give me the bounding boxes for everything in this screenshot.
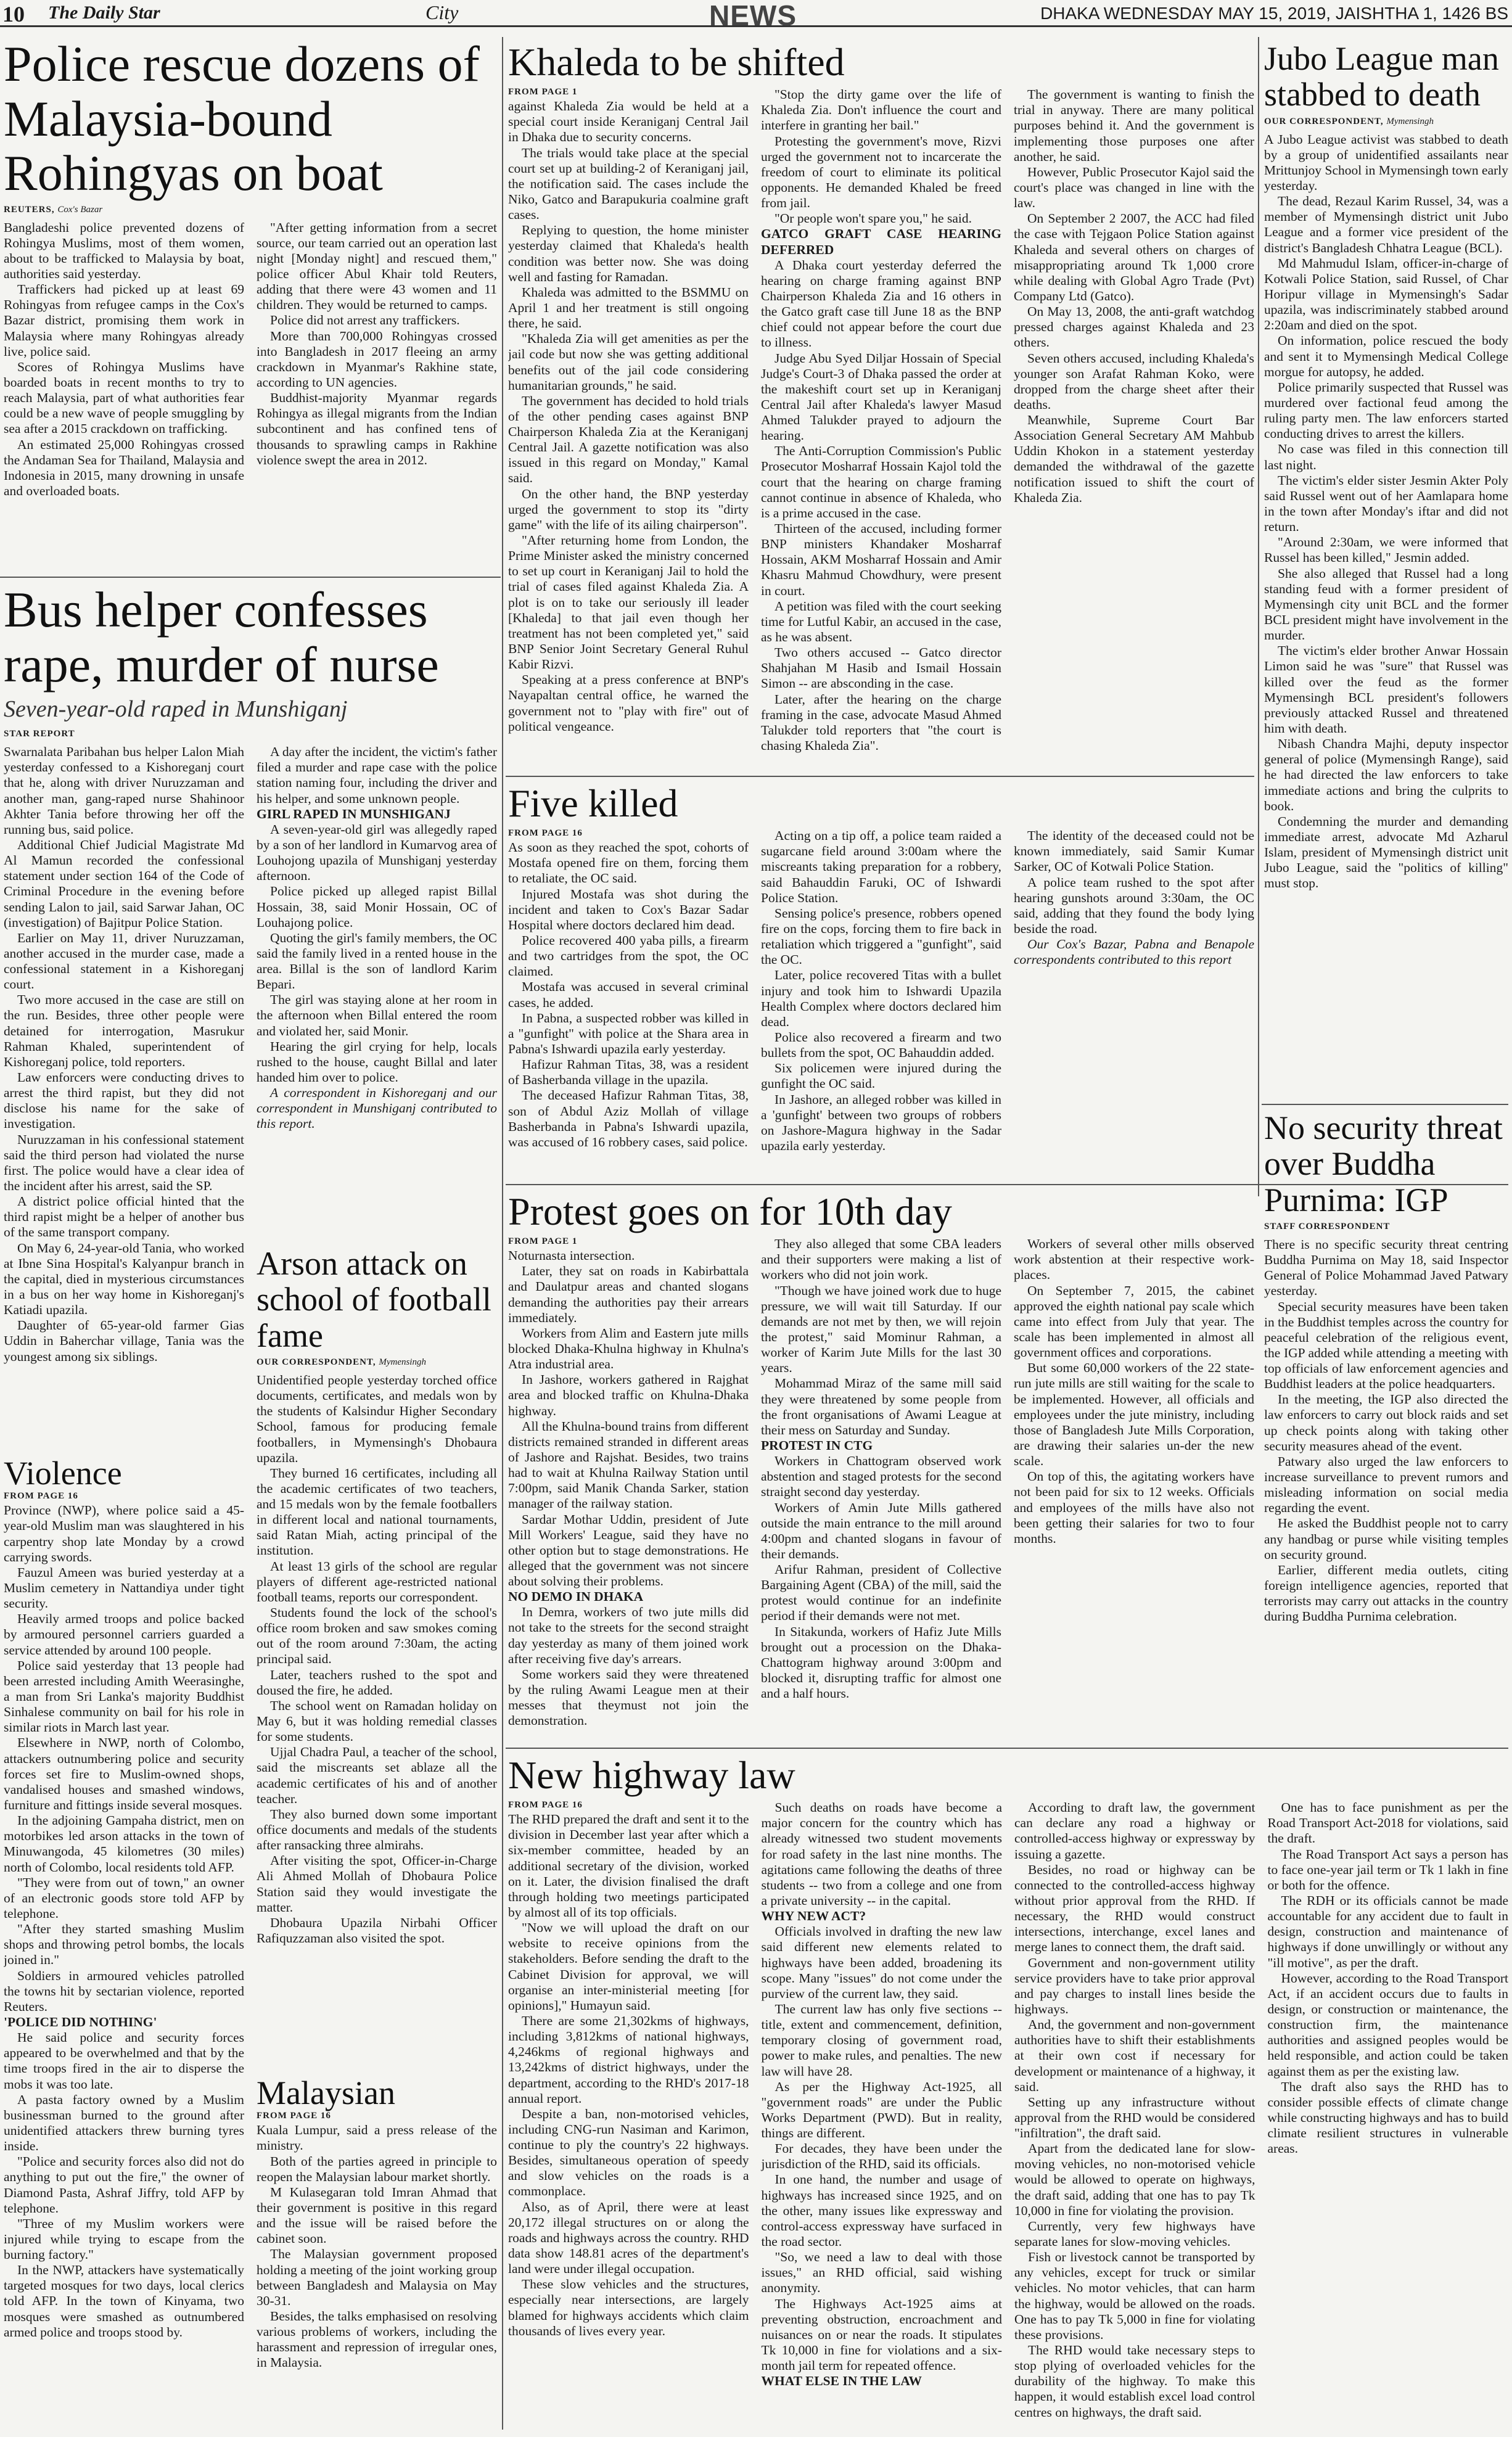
body-paragraph: The Highways Act-1925 aims at preventing obstruction, encroachment and nuisances on or near the roads. It stipulates Tk 10,000 in fine for violations and a six-month jail term for repeated offence. bbox=[761, 2296, 1002, 2373]
body-paragraph: "Or people won't spare you," he said. bbox=[774, 211, 972, 226]
body-paragraph: The dead, Rezaul Karim Russel, 34, was a member of Mymensingh district unit Jubo League and a former vice president of the district's Bangladesh Chhatra League (BCL). bbox=[1264, 194, 1508, 255]
dateline: DHAKA WEDNESDAY MAY 15, 2019, JAISHTHA 1, 1426 BS bbox=[1040, 4, 1508, 23]
body-paragraph: The identity of the deceased could not be known immediately, said Samir Kumar Sarker, OC of Kotwali Police Station. bbox=[1014, 828, 1254, 874]
body-paragraph: On top of this, the agitating workers have not been paid for six to 12 weeks. Officials and employees of the mills have also not been getting their salaries for two to four months. bbox=[1014, 1469, 1254, 1546]
body-paragraph: Hearing the girl crying for help, locals rushed to the house, caught Billal and later handed him over to police. bbox=[257, 1038, 497, 1085]
body-paragraph: Despite a ban, non-motorised vehicles, including CNG-run Nasiman and Karimon, continue to ply the country's 22 highways. Besides, simultaneous operation of speedy and slow vehicles on the roads is a commonplace. bbox=[508, 2106, 749, 2199]
body-paragraph: Swarnalata Paribahan bus helper Lalon Miah yesterday confessed to a Kishoreganj court that he, along with driver Nuruzzaman and another man, gang-raped nurse Shahinoor Akhter Tania before throwing her off the running bus, said police. bbox=[4, 744, 244, 837]
body-paragraph: Sardar Mothar Uddin, president of Jute Mill Workers' League, said they have no other option but to stage demonstrations. He alleged that the government was not sincere about solving their problems. bbox=[508, 1511, 749, 1589]
body-paragraph: against Khaleda Zia would be held at a special court inside Keraniganj Central Jail in Dhaka due to security concerns. bbox=[508, 99, 749, 145]
body-paragraph: Hafizur Rahman Titas, 38, was a resident of Basherbanda village in the upazila. bbox=[508, 1057, 749, 1088]
body-paragraph: There are some 21,302kms of highways, including 3,812kms of national highways, 4,246kms of regional highways and 13,242kms of district highways, under the department, according to the RHD's 2017-18 annual report. bbox=[508, 2013, 749, 2106]
body-paragraph: "Three of my Muslim workers were injured while trying to escape from the burning factory." bbox=[4, 2216, 244, 2262]
paper-name: The Daily Star bbox=[48, 2, 160, 23]
column-rule bbox=[1258, 37, 1259, 1196]
body-paragraph: No case was filed in this connection till last night. bbox=[1264, 442, 1508, 472]
body-paragraph: Police said yesterday that 13 people had been arrested including Amith Weerasinghe, a man from Sri Lanka's majority Buddhist Sinhalese community on bail for his role in similar riots in March last year. bbox=[4, 1658, 244, 1735]
body-paragraph: Condemning the murder and demanding immediate arrest, advocate Md Azharul Islam, president of Mymensingh district unit Jubo League, said the "politics of killing" must stop. bbox=[1264, 813, 1508, 891]
body-paragraph: The Road Transport Act says a person has to face one-year jail term or Tk 1 lakh in fine or both for the offence. bbox=[1267, 1846, 1508, 1892]
body-paragraph: A day after the incident, the victim's father filed a murder and rape case with the police station naming four, including the driver and his helper, and some unknown people. bbox=[257, 744, 497, 806]
body-paragraph: The RHD would take necessary steps to stop plying of overloaded vehicles for the durability of the highway. To make this happen, it would establish excel load control centres on highways, the draft said. bbox=[1014, 2343, 1255, 2420]
body-paragraph: "Police and security forces also did not do anything to put out the fire," the owner of Diamond Pasta, Ashraf Jiffry, told AFP by telephone. bbox=[4, 2154, 244, 2216]
body-paragraph: Mostafa was accused in several criminal cases, he added. bbox=[508, 979, 749, 1010]
body-paragraph: There is no specific security threat centring Buddha Purnima on May 18, said Inspector General of Police Mohammad Javed Patwary yesterday. bbox=[1264, 1236, 1508, 1299]
body-paragraph: He asked the Buddhist people not to carry any handbag or purse while visiting temples on security ground. bbox=[1264, 1516, 1508, 1562]
headline: Khaleda to be shifted bbox=[508, 41, 845, 84]
body-paragraph: Kuala Lumpur, said a press release of the ministry. bbox=[257, 2123, 497, 2153]
body-paragraph: Besides, the talks emphasised on resolving various problems of workers, including the harassment and repression of irregular ones, in Malaysia. bbox=[257, 2309, 497, 2370]
story-protest bbox=[508, 1190, 1254, 1745]
body-paragraph: "After they started smashing Muslim shops and throwing petrol bombs, the locals joined in." bbox=[4, 1921, 244, 1968]
body-paragraph: Students found the lock of the school's office room broken and saw smokes coming out of the room around 7:30am, the acting principal said. bbox=[257, 1605, 497, 1667]
body-paragraph: Some workers said they were threatened by the ruling Awami League men at their messes that theymust not join the demonstration. bbox=[508, 1666, 749, 1728]
body-paragraph: Nuruzzaman in his confessional statement said the third person had violated the nurse first. The police would have a clear idea of the incident after his arrest, said the SP. bbox=[4, 1132, 244, 1194]
body-paragraph: They also burned down some important office documents and medals of the students after ransacking three almirahs. bbox=[257, 1806, 497, 1853]
credit-line: Our Cox's Bazar, Pabna and Benapole correspondents contributed to this report bbox=[1014, 937, 1254, 968]
byline: STAR REPORT bbox=[4, 729, 75, 739]
body-paragraph: The girl was staying alone at her room in the afternoon when Billal entered the room and violated her, said Monir. bbox=[257, 992, 497, 1038]
jump-line: FROM PAGE 16 bbox=[508, 828, 583, 839]
body-paragraph: Injured Mostafa was shot during the incident and taken to Cox's Bazar Sadar Hospital where doctors declared him dead. bbox=[508, 886, 749, 932]
story-body bbox=[508, 1800, 1508, 2420]
body-paragraph: The current law has only five sections -- title, extent and commencement, definition, temporary closing of government road, power to make rules, and penalties. The new law will have 28. bbox=[761, 2001, 1002, 2079]
body-paragraph: One has to face punishment as per the Road Transport Act-2018 for violations, said the draft. bbox=[1267, 1800, 1508, 1846]
body-paragraph: Law enforcers were conducting drives to arrest the third rapist, but they did not disclose his name for the sake of investigation. bbox=[4, 1070, 244, 1132]
page-number: 10 bbox=[2, 2, 25, 27]
byline: REUTERS, Cox's Bazar bbox=[4, 204, 103, 215]
body-paragraph: For decades, they have been under the jurisdiction of the RHD, said its officials. bbox=[761, 2141, 1002, 2172]
body-paragraph: Later, police recovered Titas with a bullet injury and took him to Ishwardi Upazila Health Complex where doctors declared him dead. bbox=[761, 968, 1001, 1029]
headline: Police rescue dozens of Malaysia-bound Rohingyas on boat bbox=[4, 37, 480, 202]
body-paragraph: In the meeting, the IGP also directed the law enforcers to carry out block raids and set up check points along with taking other security measures ahead of the event. bbox=[1264, 1392, 1508, 1453]
story-highway bbox=[508, 1754, 1508, 2432]
body-paragraph: Also, as of April, there were at least 20,172 illegal structures on or along the roads and highways across the country. RHD data show 148.81 acres of the department's land were under illegal occupation. bbox=[508, 2199, 749, 2277]
section-subhead: WHY NEW ACT? bbox=[761, 1909, 866, 1924]
body-paragraph: On September 2 2007, the ACC had filed the case with Tejgaon Police Station against Khaleda and several others on charges of misappropriating around Tk 1,000 crore while dealing with Global Agro Trade (Pvt) Company Ltd (Gatco). bbox=[1014, 211, 1254, 303]
body-paragraph: Acting on a tip off, a police team raided a sugarcane field around 3:00am where the miscreants taking preparation for a robbery, said Bahauddin Faruki, OC of Ishwardi Police Station. bbox=[761, 828, 1001, 905]
body-paragraph: Currently, very few highways have separate lanes for slow-moving vehicles. bbox=[1014, 2218, 1255, 2250]
story-body bbox=[4, 220, 497, 499]
story-divider bbox=[0, 577, 501, 578]
body-paragraph: Unidentified people yesterday torched office documents, certificates, and medals won by the students of Kalsindur Higher Secondary School, famous for producing female footballers, in Mymensingh's Dhobaura upazila. bbox=[257, 1372, 497, 1465]
body-paragraph: "So, we need a law to deal with those issues," an RHD official, said wishing anonymity. bbox=[761, 2250, 1002, 2296]
body-paragraph: Patwary also urged the law enforcers to increase surveillance to prevent rumors and misleading information on social media regarding the event. bbox=[1264, 1453, 1508, 1516]
body-paragraph: Earlier on May 11, driver Nuruzzaman, another accused in the murder case, made a confessional statement in a Kishoreganj court. bbox=[4, 930, 244, 992]
jump-line: FROM PAGE 1 bbox=[508, 1236, 578, 1247]
body-paragraph: A seven-year-old girl was allegedly raped by a son of her landlord in Kumarvog area of Louhojong upazila of Munshiganj yesterday afternoon. bbox=[257, 821, 497, 884]
body-paragraph: Government and non-government utility service providers have to take prior approval and pay charges to install lines beside the highways. bbox=[1014, 1955, 1255, 2016]
body-paragraph: She also alleged that Russel had a long standing feud with a former president of Mymensingh city unit BCL and the former BCL president might have involvement in the murder. bbox=[1264, 565, 1508, 643]
body-paragraph: "Stop the dirty game over the life of Khaleda Zia. Don't influence the court and interfere in granting her bail." bbox=[761, 87, 1001, 133]
body-paragraph: Scores of Rohingya Muslims have boarded boats in recent months to try to reach Malaysia, part of what authorities fear could be a new wave of people smuggling by sea after a 2015 crackdown on trafficking. bbox=[4, 359, 244, 437]
story-body bbox=[1264, 1237, 1508, 1625]
body-paragraph: Six policemen were injured during the gunfight the OC said. bbox=[761, 1061, 1001, 1091]
section-subhead: GATCO GRAFT CASE HEARING DEFERRED bbox=[761, 226, 1001, 257]
section-news: NEWS bbox=[709, 0, 797, 31]
body-paragraph: Quoting the girl's family members, the OC said the family lived in a rented house in the area. Billal is the son of landlord Karim Bepari. bbox=[257, 930, 497, 992]
body-paragraph: A Dhaka court yesterday deferred the hearing on charge framing against BNP Chairperson Khaleda Zia and 16 others in the Gatco graft case till June 18 as the BNP chief could not appear before the court due to illness. bbox=[761, 257, 1001, 350]
body-paragraph: Thirteen of the accused, including former BNP ministers Khandaker Mosharraf Hossain, AKM Mosharraf Hossain and Amir Khasru Mahmud Chowdhury, were present in court. bbox=[761, 521, 1001, 598]
body-paragraph: A police team rushed to the spot after hearing gunshots around 3:30am, the OC said, adding that they found the body lying beside the road. bbox=[1014, 874, 1254, 936]
column-rule bbox=[502, 37, 503, 2430]
story-khaleda bbox=[508, 41, 1254, 773]
headline: Jubo League man stabbed to death bbox=[1264, 41, 1499, 113]
body-paragraph: The victim's elder brother Anwar Hossain Limon said he was "sure" that Russel was killed over the feud as the former Mymensingh BCL president's followers previously attacked Russel and threatened him with death. bbox=[1264, 643, 1508, 736]
body-paragraph: The draft also says the RHD has to consider possible effects of climate change while constructing highways and has to build climate resilient structures in vulnerable areas. bbox=[1267, 2079, 1508, 2156]
headline: Violence bbox=[4, 1455, 122, 1492]
body-paragraph: The Malaysian government proposed holding a meeting of the joint working group between Bangladesh and Malaysia on May 30-31. bbox=[257, 2246, 497, 2308]
body-paragraph: The victim's elder sister Jesmin Akter Poly said Russel went out of her Aamlapara home in the town after Monday's iftar and did not return. bbox=[1264, 472, 1508, 535]
body-paragraph: Police recovered 400 yaba pills, a firearm and two cartridges from the spot, the OC claimed. bbox=[508, 932, 749, 979]
story-divider bbox=[1262, 1104, 1508, 1105]
body-paragraph: In Demra, workers of two jute mills did not take to the streets for the second straight day yesterday as many of them joined work after receiving five day's arrears. bbox=[508, 1605, 749, 1666]
body-paragraph: Protesting the government's move, Rizvi urged the government not to incarcerate the freedom of court to eliminate its political opponents. He demanded Khaled be freed from jail. bbox=[761, 133, 1001, 211]
story-body bbox=[508, 1236, 1254, 1728]
body-paragraph: "Now we will upload the draft on our website to receive opinions from the stakeholders. Before sending the draft to the Cabinet Division for approval, we will organise an inter-ministerial meeting [for opinions]," Humayun said. bbox=[508, 1920, 749, 2013]
body-paragraph: Besides, no road or highway can be connected to the controlled-access highway without prior approval from the RHD. If necessary, the RHD would construct intersections, interchange, excel lanes and merge lanes to connect them, the draft said. bbox=[1014, 1862, 1255, 1955]
body-paragraph: Province (NWP), where police said a 45-year-old Muslim man was slaughtered in his carpentry shop late Monday by a crowd carrying swords. bbox=[4, 1503, 244, 1564]
body-paragraph: Workers in Chattogram observed work abstention and staged protests for the second straight second day yesterday. bbox=[761, 1453, 1001, 1500]
body-paragraph: Bangladeshi police prevented dozens of Rohingya Muslims, most of them women, about to be trafficked to Malaysia by boat, authorities said yesterday. bbox=[4, 220, 244, 282]
body-paragraph: However, according to the Road Transport Act, if an accident occurs due to faults in design, or construction or maintenance, the construction firm, the maintenance authorities and assigned peoples would be held responsible, and action could be taken against them as per the existing law. bbox=[1267, 1970, 1508, 2079]
body-paragraph: And, the government and non-government authorities have to shift their establishments at their own cost if necessary for development or maintenance of a highway, it said. bbox=[1014, 2017, 1255, 2094]
body-paragraph: Dhobaura Upazila Nirbahi Officer Rafiquzzaman also visited the spot. bbox=[257, 1915, 497, 1946]
story-body bbox=[1264, 132, 1508, 892]
body-paragraph: "Khaleda Zia will get amenities as per the jail code but now she was getting additional benefits out of the jail code considering humanitarian grounds," he said. bbox=[508, 331, 749, 393]
body-paragraph: A district police official hinted that the third rapist might be a helper of another bus of the same transport company. bbox=[4, 1194, 244, 1240]
body-paragraph: The RHD prepared the draft and sent it to the division in December last year after which a six-member committee, headed by an additional secretary of the division, worked on it. Later, the division finalised the draft through holding two meetings participated by almost all of its top officials. bbox=[508, 1812, 749, 1920]
body-paragraph: The government has decided to hold trials of the other pending cases against BNP Chairperson Khaleda Zia at the Keraniganj Central Jail. A gazette notification was also issued in this regard on Monday," Kamal said. bbox=[508, 393, 749, 486]
headline: Malaysian bbox=[257, 2075, 395, 2111]
body-paragraph: The RDH or its officials cannot be made accountable for any accident due to fault in design, construction and maintenance of highways if done unwillingly or without any "ill motive", as per the draft. bbox=[1267, 1892, 1508, 1970]
body-paragraph: Two others accused -- Gatco director Shahjahan M Hasib and Ismail Hossain Simon -- are absconding in the case. bbox=[761, 645, 1001, 691]
story-body bbox=[508, 828, 1254, 1154]
jump-line: FROM PAGE 16 bbox=[508, 1800, 583, 1810]
story-body bbox=[257, 2123, 497, 2370]
body-paragraph: Soldiers in armoured vehicles patrolled the towns hit by sectarian violence, reported Reuters. bbox=[4, 1968, 244, 2014]
jump-line: FROM PAGE 16 bbox=[257, 2111, 331, 2121]
body-paragraph: They also alleged that some CBA leaders and their supporters were making a list of workers who did not join work. bbox=[761, 1236, 1001, 1283]
story-five-killed bbox=[508, 782, 1254, 1182]
body-paragraph: Officials involved in drafting the new law said different new elements related to highways have been added, broadening its scope. Many "issues" do not come under the purview of the current law, they said. bbox=[761, 1924, 1002, 2001]
body-paragraph: As per the Highway Act-1925, all "government roads" are under the Public Works Department (PWD). But in reality, things are different. bbox=[761, 2079, 1002, 2141]
story-body bbox=[508, 87, 1254, 754]
body-paragraph: Later, teachers rushed to the spot and doused the fire, he added. bbox=[257, 1667, 497, 1698]
section-subhead: NO DEMO IN DHAKA bbox=[508, 1589, 644, 1605]
body-paragraph: On information, police rescued the body and sent it to Mymensingh Medical College morgue for autopsy, he added. bbox=[1264, 333, 1508, 379]
headline: Five killed bbox=[508, 782, 678, 825]
body-paragraph: Judge Abu Syed Diljar Hossain of Special Judge's Court-3 of Dhaka passed the order at the makeshift court set up in Keraniganj Central Jail after Khaleda's lawyer Masud Ahmed Talukder prayed to adjourn the hearing. bbox=[761, 350, 1001, 443]
body-paragraph: "They were from out of town," an owner of an electronic goods store told AFP by telephone. bbox=[4, 1875, 244, 1921]
body-paragraph: The trials would take place at the special court set up at building-2 of Keraniganj jail, the notification said. The cases include the Niko, Gatco and Barapukuria coalmine graft cases. bbox=[508, 145, 749, 223]
body-paragraph: Ujjal Chadra Paul, a teacher of the school, said the miscreants set ablaze all the academic certificates of his and of another teacher. bbox=[257, 1745, 497, 1806]
subheadline: Seven-year-old raped in Munshiganj bbox=[4, 696, 348, 723]
body-paragraph: In Pabna, a suspected robber was killed in a "gunfight" with police at the Shara area in Pabna's Ishwardi upazila early yesterday. bbox=[508, 1010, 749, 1056]
masthead bbox=[0, 0, 1512, 31]
body-paragraph: In Jashore, an alleged robber was killed in a 'gunfight' between two groups of robbers on Jashore-Magura highway in the Sadar upazila early yesterday. bbox=[761, 1091, 1001, 1153]
body-paragraph: Such deaths on roads have become a major concern for the country which has already witnessed two student movements for road safety in the last nine months. The agitations came following the deaths of three students -- two from a college and one from a private university -- in the capital. bbox=[761, 1800, 1002, 1908]
body-paragraph: Both of the parties agreed in principle to reopen the Malaysian labour market shortly. bbox=[257, 2153, 497, 2184]
body-paragraph: Special security measures have been taken in the Buddhist temples across the country for peaceful celebration of the religious event, the IGP added while attending a meeting with top officials of law enforcement agencies and Buddhist leaders at the police headquarters. bbox=[1264, 1299, 1508, 1392]
section-subhead: WHAT ELSE IN THE LAW bbox=[761, 2373, 922, 2389]
body-paragraph: Noturnasta intersection. bbox=[508, 1248, 635, 1264]
body-paragraph: Two more accused in the case are still on the run. Besides, three other people were detained for interrogation, Masrukur Rahman Khaled, superintendent of Kishoreganj police, told reporters. bbox=[4, 992, 244, 1069]
body-paragraph: The school went on Ramadan holiday on May 6, but it was holding remedial classes for some students. bbox=[257, 1698, 497, 1745]
body-paragraph: "Though we have joined work due to huge pressure, we will wait till Saturday. If our demands are not met by then, we will rejoin the protest," said Mominur Rahman, a worker of Karim Jute Mills for the last 30 years. bbox=[761, 1283, 1001, 1376]
body-paragraph: After visiting the spot, Officer-in-Charge Ali Ahmed Mollah of Dhobaura Police Station said they would investigate the matter. bbox=[257, 1853, 497, 1915]
body-paragraph: However, Public Prosecutor Kajol said the court's place was changed in line with the law. bbox=[1014, 164, 1254, 211]
story-malaysia-rohingyas bbox=[4, 37, 497, 573]
body-paragraph: Fauzul Ameen was buried yesterday at a Muslim cemetery in Nattandiya under tight security. bbox=[4, 1564, 244, 1611]
byline: OUR CORRESPONDENT, Mymensingh bbox=[1264, 116, 1434, 126]
jump-line: FROM PAGE 16 bbox=[4, 1491, 78, 1502]
jump-line: FROM PAGE 1 bbox=[508, 87, 578, 97]
body-paragraph: These slow vehicles and the structures, especially near intersections, are largely blamed for highways accidents which claim thousands of lives every year. bbox=[508, 2277, 749, 2338]
headline: New highway law bbox=[508, 1754, 795, 1797]
body-paragraph: Daughter of 65-year-old farmer Gias Uddin in Baherchar village, Tania was the youngest among six siblings. bbox=[4, 1318, 244, 1364]
byline: STAFF CORRESPONDENT bbox=[1264, 1221, 1391, 1231]
section-subhead: PROTEST IN CTG bbox=[761, 1437, 873, 1453]
body-paragraph: A petition was filed with the court seeking time for Lutful Kabir, an accused in the case, as he was absent. bbox=[761, 598, 1001, 645]
section-city: City bbox=[425, 1, 459, 23]
section-subhead: GIRL RAPED IN MUNSHIGANJ bbox=[257, 806, 451, 821]
story-buddha bbox=[1264, 1110, 1508, 1739]
body-paragraph: Police picked up alleged rapist Billal Hossain, 38, said Monir Hossain, OC of Louhajong police. bbox=[257, 884, 497, 930]
body-paragraph: Sensing police's presence, robbers opened fire on the cops, forcing them to fire back in retaliation which triggered a "gunfight", said the OC. bbox=[761, 905, 1001, 968]
body-paragraph: "After returning home from London, the Prime Minister asked the ministry concerned to set up court in Keraniganj Jail to hold the trial of cases filed against Khaleda Zia. A plot is on to take our seriously ill leader [Khaleda] to that jail even though her treatment has not been completed yet," said BNP Senior Joint Secretary General Ruhul Kabir Rizvi. bbox=[508, 533, 749, 672]
body-paragraph: The Anti-Corruption Commission's Public Prosecutor Mosharraf Hossain Kajol told the court that the hearing on charge framing cannot continue in absence of Khaleda, who is a prime accused in the case. bbox=[761, 443, 1001, 520]
body-paragraph: In Jashore, workers gathered in Rajghat area and blocked traffic on Khulna-Dhaka highway. bbox=[508, 1372, 749, 1418]
body-paragraph: Heavily armed troops and police backed by armoured personnel carriers guarded a service attended by around 100 people. bbox=[4, 1611, 244, 1658]
body-paragraph: Meanwhile, Supreme Court Bar Association General Secretary AM Mahbub Uddin Khokon in a statement yesterday demanded the withdrawal of the gazette notification issued to shift the court of Khaleda Zia. bbox=[1014, 413, 1254, 505]
headline: No security threat over Buddha Purnima: IGP bbox=[1264, 1110, 1503, 1218]
body-paragraph: Fish or livestock cannot be transported by any vehicles, except for truck or similar vehicles. No motor vehicles, that can harm the highway, would be allowed on the roads. One has to pay Tk 5,000 in fine for violating these provisions. bbox=[1014, 2250, 1255, 2342]
body-paragraph: On May 6, 24-year-old Tania, who worked at Ibne Sina Hospital's Kalyanpur branch in the capital, died in mysterious circumstances in a bus on her way home in Kishoreganj's Katiadi upazila. bbox=[4, 1240, 244, 1318]
body-paragraph: All the Khulna-bound trains from different districts remained stranded in different areas of Jashore and Rajshat. Besides, two trains had to wait at Khulna Railway Station until 7:00pm, said Manik Chanda Sarker, station manager of the railway station. bbox=[508, 1418, 749, 1511]
body-paragraph: Police primarily suspected that Russel was murdered over factional feud among the ruling party men. The law enforcers started conducting drives to arrest the killers. bbox=[1264, 379, 1508, 442]
body-paragraph: A Jubo League activist was stabbed to death by a group of unidentified assailants near Mrittunjoy School in Mymensingh town early yesterday. bbox=[1264, 131, 1508, 194]
byline: OUR CORRESPONDENT, Mymensingh bbox=[257, 1357, 426, 1367]
body-paragraph: Additional Chief Judicial Magistrate Md Al Mamun recorded the confessional statement under section 164 of the Code of Criminal Procedure in the evening before sending Lalon to jail, said Sarwar Jahan, OC (investigation) of Bajitpur Police Station. bbox=[4, 837, 244, 930]
body-paragraph: As soon as they reached the spot, cohorts of Mostafa opened fire on them, forcing them to retaliate, the OC said. bbox=[508, 840, 749, 886]
headline: Protest goes on for 10th day bbox=[508, 1190, 952, 1233]
story-body bbox=[257, 1373, 497, 1946]
body-paragraph: Seven others accused, including Khaleda's younger son Arafat Rahman Koko, were dropped from the charge sheet after their deaths. bbox=[1014, 350, 1254, 412]
body-paragraph: Replying to question, the home minister yesterday claimed that Khaleda's health condition was better now. She was doing well and fasting for Ramadan. bbox=[508, 223, 749, 284]
body-paragraph: In the NWP, attackers have systematically targeted mosques for two days, local clerics told AFP. In the town of Kinyama, two mosques were smashed as outnumbered armed police and troops stood by. bbox=[4, 2262, 244, 2340]
body-paragraph: More than 700,000 Rohingyas crossed into Bangladesh in 2017 fleeing an army crackdown in Myanmar's Rakhine state, according to UN agencies. bbox=[257, 328, 497, 390]
body-paragraph: Arifur Rahman, president of Collective Bargaining Agent (CBA) of the mill, said the protest would continue for an indefinite period if their demands were not met. bbox=[761, 1562, 1001, 1624]
section-subhead: 'POLICE DID NOTHING' bbox=[4, 2014, 157, 2029]
body-paragraph: The government is wanting to finish the trial in anyway. There are many political purposes behind it. And the government is implementing those purposes one after another, he said. bbox=[1014, 87, 1254, 164]
story-divider bbox=[506, 1748, 1508, 1749]
body-paragraph: Khaleda was admitted to the BSMMU on April 1 and her treatment is still ongoing there, he said. bbox=[508, 284, 749, 331]
body-paragraph: He said police and security forces appeared to be overwhelmed and that by the time troops fired in the air to disperse the mobs it was too late. bbox=[4, 2030, 244, 2092]
body-paragraph: Workers of several other mills observed work abstention at their respective work-places. bbox=[1014, 1236, 1254, 1283]
body-paragraph: On the other hand, the BNP yesterday urged the government to stop its "dirty game" with the life of its ailing chairperson". bbox=[508, 486, 749, 532]
body-paragraph: The deceased Hafizur Rahman Titas, 38, son of Abdul Aziz Mollah of village Basherbanda in Pabna's Ishwardi upazila, was accused of 16 robbery cases, said police. bbox=[508, 1088, 749, 1149]
story-jubo bbox=[1264, 41, 1508, 1101]
story-body bbox=[4, 1503, 244, 2340]
story-divider bbox=[506, 776, 1254, 777]
story-violence bbox=[4, 1455, 244, 2433]
body-paragraph: On May 13, 2008, the anti-graft watchdog pressed charges against Khaleda and 23 others. bbox=[1014, 304, 1254, 350]
body-paragraph: In one hand, the number and usage of highways has increased since 1925, and on the other, many issues like expressway and control-access expressway have surfaced in the road sector. bbox=[761, 2172, 1002, 2250]
body-paragraph: An estimated 25,000 Rohingyas crossed the Andaman Sea for Thailand, Malaysia and Indonesia in 2015, many drowning in unsafe and overloaded boats. bbox=[4, 437, 244, 499]
body-paragraph: At least 13 girls of the school are regular players of different age-restricted national football teams, reports our correspondent. bbox=[257, 1558, 497, 1605]
story-malaysian bbox=[257, 2075, 497, 2433]
body-paragraph: Buddhist-majority Myanmar regards Rohingya as illegal migrants from the Indian subcontinent and has confined tens of thousands to sprawling camps in Rakhine violence swept the area in 2012. bbox=[257, 390, 497, 467]
body-paragraph: "Around 2:30am, we were informed that Russel has been killed," Jesmin added. bbox=[1264, 535, 1508, 565]
body-paragraph: Later, they sat on roads in Kabirbattala and Daulatpur areas and chanted slogans demanding the authorities pay their arrears immediately. bbox=[508, 1264, 749, 1325]
body-paragraph: Mohammad Miraz of the same mill said they were threatened by some people from the front organisations of Awami League at their mess on Saturday and Sunday. bbox=[761, 1376, 1001, 1437]
story-arson bbox=[257, 1246, 497, 2084]
body-paragraph: Nibash Chandra Majhi, deputy inspector general of police (Mymensingh Range), said he had directed the law enforcers to take immediate actions and bring the culprits to book. bbox=[1264, 736, 1508, 813]
body-paragraph: Elsewhere in NWP, north of Colombo, attackers outnumbering police and security forces set fire to Muslim-owned shops, vandalised houses and smashed windows, furniture and fittings inside several mosques. bbox=[4, 1735, 244, 1812]
body-paragraph: Md Mahmudul Islam, officer-in-charge of Kotwali Police Station, said Russel, of Char Horipur village in Mymensingh's Sadar upazila, was indiscriminately stabbed around 2:20am and died on the spot. bbox=[1264, 255, 1508, 333]
body-paragraph: Workers of Amin Jute Mills gathered outside the main entrance to the mill around 4:00pm and chanted slogans in favour of their demands. bbox=[761, 1500, 1001, 1561]
body-paragraph: Apart from the dedicated lane for slow-moving vehicles, no non-motorised vehicle would be allowed to operate on highways, the draft said, adding that one has to pay Tk 10,000 in fine for violating the provision. bbox=[1014, 2141, 1255, 2218]
body-paragraph: According to draft law, the government can declare any road a highway or controlled-access highway or expressway by issuing a gazette. bbox=[1014, 1800, 1255, 1862]
body-paragraph: Police also recovered a firearm and two bullets from the spot, OC Bahauddin added. bbox=[761, 1029, 1001, 1061]
body-paragraph: Police did not arrest any traffickers. bbox=[270, 313, 460, 328]
body-paragraph: Earlier, different media outlets, citing foreign intelligence agencies, reported that terrorists may carry out attacks in the country during Buddha Purnima celebration. bbox=[1264, 1562, 1508, 1624]
headline: Bus helper confesses rape, murder of nurse bbox=[4, 583, 439, 692]
body-paragraph: In the adjoining Gampaha district, men on motorbikes led arson attacks in the town of Minuwangoda, 45 kilometres (30 miles) north of Colombo, local residents told AFP. bbox=[4, 1813, 244, 1875]
headline: Arson attack on school of football fame bbox=[257, 1246, 491, 1354]
body-paragraph: Traffickers had picked up at least 69 Rohingyas from refugee camps in the Cox's Bazar district, promising them work in Malaysia where many Rohingyas already live, police said. bbox=[4, 282, 244, 359]
body-paragraph: Speaking at a press conference at BNP's Nayapaltan central office, he warned the government not to "play with fire" out of political vengeance. bbox=[508, 672, 749, 734]
body-paragraph: On September 7, 2015, the cabinet approved the eighth national pay scale which came into effect from July that year. The scale has been implemented in almost all government offices and corporations. bbox=[1014, 1283, 1254, 1360]
body-paragraph: Setting up any infrastructure without approval from the RHD would be considered "infiltration", the draft said. bbox=[1014, 2094, 1255, 2141]
body-paragraph: But some 60,000 workers of the 22 state-run jute mills are still waiting for the scale to be implemented. However, all officials and employees under the jute ministry, including those of Bangladesh Jute Mills Corporation, are drawing their salaries un-der the new scale. bbox=[1014, 1360, 1254, 1469]
body-paragraph: They burned 16 certificates, including all the academic certificates of two teachers, and 15 medals won by the female footballers in different local and national tournaments, said Ratan Miah, acting principal of the institution. bbox=[257, 1465, 497, 1558]
credit-line: A correspondent in Kishoreganj and our correspondent in Munshiganj contributed to this report. bbox=[257, 1085, 497, 1132]
body-paragraph: Later, after the hearing on the charge framing in the case, advocate Masud Ahmed Talukder told reporters that "the court is chasing Khaleda Zia". bbox=[761, 691, 1001, 754]
body-paragraph: "After getting information from a secret source, our team carried out an operation last night [Monday night] and rescued them," police officer Abul Khair told Reuters, adding that there were 43 women and 11 children. They would be returned to camps. bbox=[257, 220, 497, 313]
body-paragraph: Workers from Alim and Eastern jute mills blocked Dhaka-Khulna highway in Khulna's Atra industrial area. bbox=[508, 1325, 749, 1372]
body-paragraph: In Sitakunda, workers of Hafiz Jute Mills brought out a procession on the Dhaka-Chattogram highway around 3:00pm and blocked it, disrupting traffic for almost one and a half hours. bbox=[761, 1624, 1001, 1701]
body-paragraph: A pasta factory owned by a Muslim businessman burned to the ground after unidentified attackers threw burning tyres inside. bbox=[4, 2092, 244, 2154]
body-paragraph: M Kulasegaran told Imran Ahmad that their government is positive in this regard and the issue will be raised before the cabinet soon. bbox=[257, 2184, 497, 2246]
